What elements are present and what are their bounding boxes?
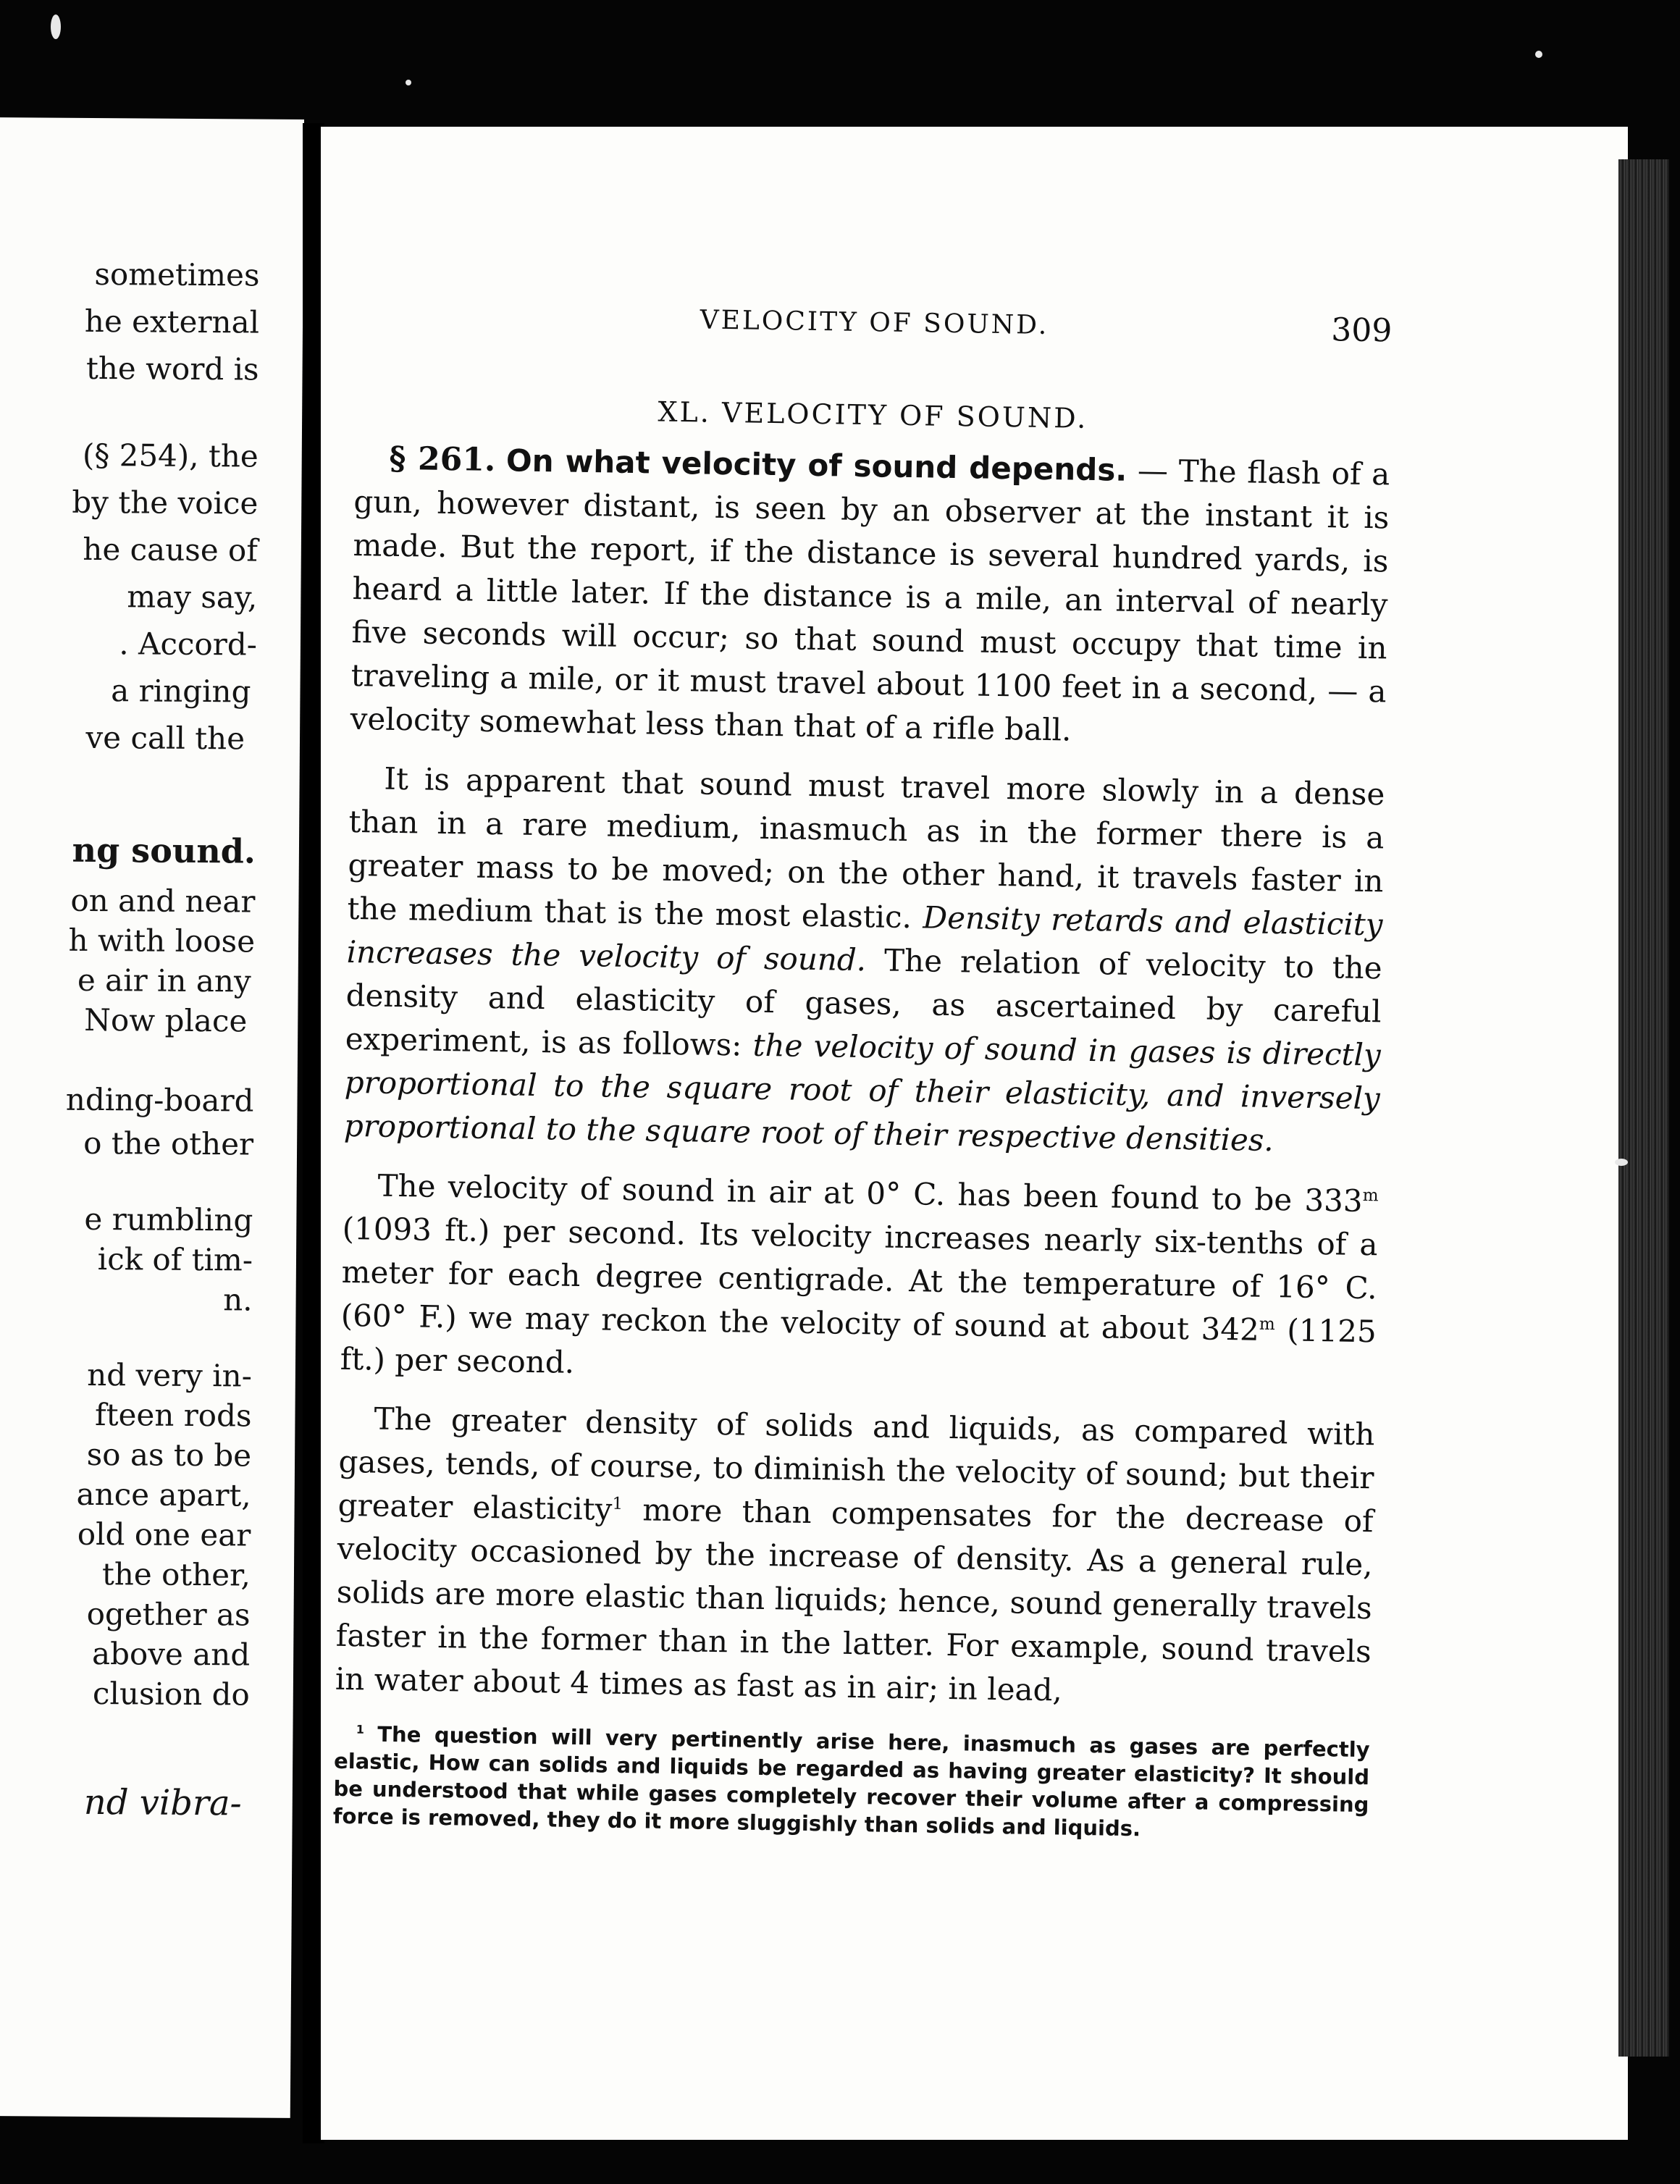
footnote: [333, 1720, 1370, 1846]
left-page-line: nd vibra-: [83, 1781, 242, 1824]
section-number: § 261.: [389, 440, 496, 479]
running-head-title: VELOCITY OF SOUND.: [700, 305, 1049, 341]
section-dash: —: [1126, 452, 1180, 489]
left-page-line: nding-board: [65, 1081, 254, 1119]
paragraph-1-text: The flash of a gun, however distant, is seen by an observer at the instant it is made. But the report, if the distance is several hundred yards, is heard a little later. If the distance is a mile, an interval of nearly five seconds will occur; so that sound must occupy that time in traveling a mile, or it must travel about 1100 feet in a second, — a velocity somewhat less than that of a rifle ball.: [350, 453, 1390, 748]
left-page-line: e air in any: [77, 962, 251, 999]
left-page-line: so as to be: [86, 1436, 252, 1474]
left-page-line: Now place: [84, 1001, 248, 1039]
left-page-line: by the voice: [72, 484, 259, 521]
meter-superscript: m: [1362, 1185, 1379, 1206]
left-page-line: a ringing: [111, 673, 251, 710]
paragraph-solids-liquids: [335, 1397, 1374, 1717]
scan-speck: [1615, 1159, 1628, 1166]
section-title: On what velocity of sound depends.: [505, 442, 1127, 488]
left-page-line: above and: [91, 1636, 251, 1673]
scan-speck: [51, 14, 61, 39]
left-page-line: may say,: [127, 579, 258, 616]
left-page-line: sometimes: [94, 256, 260, 293]
paragraph-3-text-c: (1125 ft.) per second.: [340, 1312, 1377, 1380]
left-page-line: n.: [223, 1282, 253, 1318]
page-stack-edge: [1618, 159, 1669, 2057]
left-page-line: ogether as: [86, 1595, 251, 1633]
paragraph-density-elasticity: [343, 757, 1385, 1164]
left-page-line: ick of tim-: [97, 1241, 253, 1278]
paragraph-section-261: [350, 437, 1390, 757]
meter-superscript: m: [1259, 1314, 1276, 1335]
left-page-line: the word is: [85, 350, 259, 387]
left-page-line: h with loose: [68, 922, 256, 959]
page-content: [333, 293, 1393, 1846]
paragraph-4-text-b: more than compensates for the decrease of velocity occasioned by the increase of density. As a general rule, solids are more elastic than liquids; hence, sound generally travels faster in the former than in the latter. For example, sound travels in water about 4 times as fast as in air; in lead,: [335, 1491, 1374, 1708]
paragraph-2-text-a: It is apparent that sound must travel more slowly in a dense than in a rare medium, inasmuch as in the former there is a greater mass to be moved; on the other hand, it travels faster in the medium that is the most elastic.: [347, 760, 1385, 936]
paragraph-2-text-c: The relation of velocity to the density and elasticity of gases, as ascertained by careful experiment, is as follows:: [345, 942, 1382, 1063]
footnote-marker: 1: [356, 1722, 365, 1736]
paragraph-3-text-a: The velocity of sound in air at 0° C. has been found to be 333: [377, 1167, 1363, 1219]
paragraph-3-text-b: (1093 ft.) per second. Its velocity increases nearly six-tenths of a meter for each degree centigrade. At the temperature of 16° C. (60° F.) we may reckon the velocity of sound at about 342: [340, 1210, 1378, 1348]
left-page-line: ve call the: [85, 719, 245, 757]
left-page-line: on and near: [70, 882, 256, 920]
paragraph-2-italic-rule: Density retards and elasticity increases the velocity of sound.: [346, 899, 1383, 978]
left-page-text: [0, 117, 304, 1824]
left-page-line: o the other: [83, 1125, 254, 1162]
left-page-line: nd very in-: [87, 1356, 253, 1394]
paragraph-2-italic-law: the velocity of sound in gases is directly proportional to the square root of their elasticity, and inversely proportional to the square root of their respective densities.: [343, 1027, 1382, 1159]
left-page-line: he external: [84, 303, 260, 340]
paragraph-4-text-a: The greater density of solids and liquids, as compared with gases, tends, of course, to diminish the velocity of sound; but their greater elasticity: [337, 1400, 1375, 1527]
left-page-line: (§ 254), the: [82, 437, 259, 474]
left-page-fragment: [0, 117, 304, 2118]
left-page-line: . Accord-: [119, 626, 258, 663]
scan-speck: [406, 80, 411, 85]
footnote-text: The question will very pertinently arise here, inasmuch as gases are perfectly elastic, How can solids and liquids be regarded as having greater elasticity? It should be understood that while gases completely recover their volume after a compressing force is removed, they do it more sluggishly than solids and liquids.: [332, 1721, 1370, 1841]
left-page-line: old one ear: [77, 1516, 251, 1553]
left-page-line: ng sound.: [72, 830, 256, 871]
paragraph-velocity-in-air: [340, 1164, 1379, 1397]
page-number: 309: [1330, 311, 1393, 350]
left-page-line: e rumbling: [84, 1201, 253, 1238]
left-page-line: fteen rods: [94, 1397, 252, 1434]
footnote-reference: 1: [612, 1494, 623, 1513]
left-page-line: the other,: [101, 1556, 251, 1593]
left-page-line: ance apart,: [76, 1476, 251, 1513]
left-page-line: clusion do: [92, 1676, 250, 1713]
chapter-heading: XL. VELOCITY OF SOUND.: [658, 395, 1088, 434]
right-page: [321, 127, 1628, 2140]
left-page-line: he cause of: [83, 531, 259, 568]
running-head: [356, 293, 1393, 353]
scan-speck: [1535, 51, 1542, 58]
